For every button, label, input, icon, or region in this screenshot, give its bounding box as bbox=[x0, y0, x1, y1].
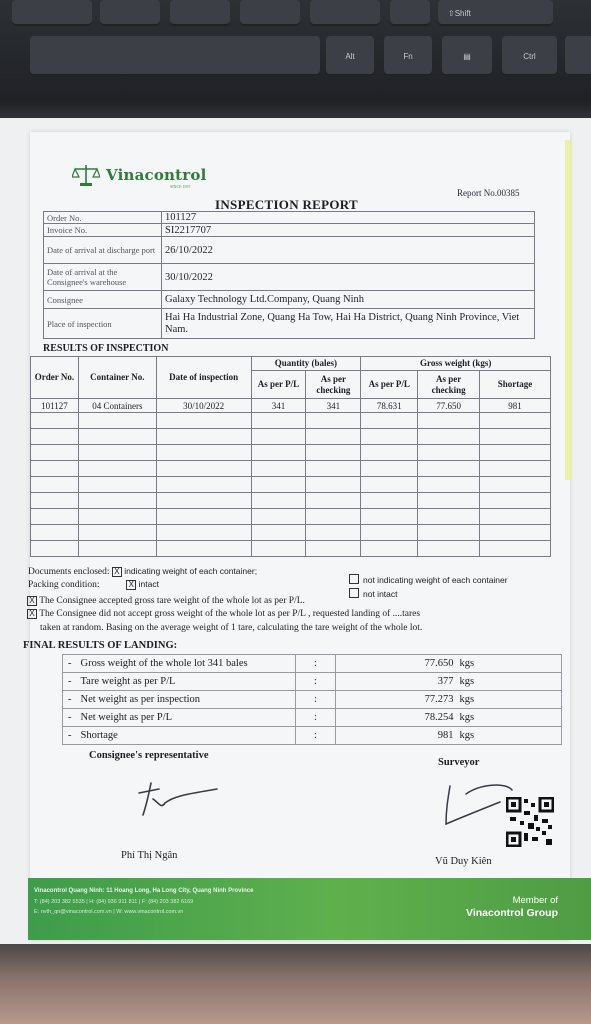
footer-phones: T: (84) 203 382 5535 | H: (84) 936 911 811 | F: (84) 203 382 6169 bbox=[34, 899, 194, 905]
col-gross-group: Gross weight (kgs) bbox=[361, 357, 551, 371]
info-row bbox=[44, 264, 535, 291]
not-accepted-text: The Consignee did not accept gross weight of the whole lot as per P/L , requested landing of ....tares bbox=[39, 609, 421, 620]
cell-q-checking: 341 bbox=[306, 399, 361, 413]
consignee-name: Phí Thị Ngân bbox=[121, 850, 178, 861]
footer-contacts: E: nvth_qn@vinacontrol.com.vn | W: www.vinacontrol.com.vn bbox=[34, 909, 184, 915]
info-value: 26/10/2022 bbox=[162, 237, 535, 264]
brand-tagline: SINCE 1957 bbox=[170, 184, 191, 189]
not-intact-line bbox=[349, 584, 398, 602]
info-value: 101127 bbox=[162, 212, 535, 224]
key bbox=[12, 0, 92, 26]
info-label: Date of arrival at discharge port bbox=[44, 237, 162, 264]
info-label: Place of inspection bbox=[44, 309, 162, 339]
final-unit: kgs bbox=[456, 655, 562, 673]
checkbox-accepted[interactable]: X bbox=[27, 596, 37, 606]
final-row: - Gross weight of the whole lot 341 bales : 77.650 kgs bbox=[63, 655, 562, 673]
results-heading: RESULTS OF INSPECTION bbox=[43, 343, 169, 354]
table-row bbox=[31, 399, 551, 413]
key-menu: ▤ bbox=[442, 36, 492, 76]
final-results-table bbox=[62, 654, 562, 745]
info-row bbox=[44, 212, 535, 224]
indicating-label: indicating weight of each container; bbox=[124, 566, 258, 576]
col-g-checking: As per checking bbox=[418, 371, 480, 399]
checkbox-not-accepted[interactable]: X bbox=[27, 609, 37, 619]
info-value: Galaxy Technology Ltd.Company, Quang Ninh bbox=[162, 291, 535, 309]
company-footer bbox=[28, 878, 591, 940]
consignee-signature bbox=[135, 775, 225, 820]
table-row-empty bbox=[31, 429, 551, 445]
cell-g-checking: 77.650 bbox=[418, 399, 480, 413]
documents-label: Documents enclosed: bbox=[28, 567, 110, 577]
results-table bbox=[30, 356, 551, 557]
surveyor-label: Surveyor bbox=[438, 757, 480, 768]
final-desc: Tare weight as per P/L bbox=[77, 673, 296, 691]
not-accepted-text-cont: taken at random. Basing on the average weight of 1 tare, calculating the tare weight of the whole lot. bbox=[40, 623, 423, 633]
accepted-text: The Consignee accepted gross tare weight of the whole lot as per P/L. bbox=[39, 596, 305, 607]
col-shortage: Shortage bbox=[480, 371, 551, 399]
key bbox=[240, 0, 300, 26]
final-desc: Shortage bbox=[77, 727, 296, 745]
highlight-strip bbox=[565, 140, 572, 480]
col-date: Date of inspection bbox=[156, 357, 251, 399]
table-row-empty bbox=[31, 477, 551, 493]
col-container-no: Container No. bbox=[78, 357, 156, 399]
checkbox-indicating[interactable]: X bbox=[112, 567, 122, 577]
cell-date: 30/10/2022 bbox=[156, 399, 251, 413]
member-group-name: Vinacontrol Group bbox=[466, 907, 558, 919]
cell-order-no: 101127 bbox=[31, 399, 79, 413]
accepted-line bbox=[27, 596, 305, 606]
final-unit: kgs bbox=[456, 673, 562, 691]
info-value: SI2217707 bbox=[162, 224, 535, 237]
info-value: 30/10/2022 bbox=[162, 264, 535, 291]
packing-label: Packing condition: bbox=[28, 580, 100, 590]
table-row-empty bbox=[31, 413, 551, 429]
info-row bbox=[44, 291, 535, 309]
table-row-empty bbox=[31, 445, 551, 461]
consignee-rep-label: Consignee's representative bbox=[89, 750, 209, 761]
surveyor-name: Vũ Duy Kiên bbox=[435, 856, 492, 867]
key-fn: Fn bbox=[384, 36, 432, 76]
final-value: 78.254 bbox=[336, 709, 456, 727]
final-unit: kgs bbox=[456, 727, 562, 745]
info-row bbox=[44, 237, 535, 264]
not-intact-label: not intact bbox=[363, 589, 398, 599]
document-title: INSPECTION REPORT bbox=[215, 197, 358, 212]
info-row bbox=[44, 224, 535, 237]
member-of-label: Member of bbox=[512, 895, 558, 906]
info-value: Hai Ha Industrial Zone, Quang Ha Tow, Hai Ha District, Quang Ninh Province, Viet Nam. bbox=[162, 309, 535, 339]
table-row-empty bbox=[31, 509, 551, 525]
checkbox-not-intact[interactable] bbox=[349, 588, 359, 598]
key-space bbox=[30, 36, 320, 76]
final-row: - Net weight as per inspection : 77.273 kgs bbox=[63, 691, 562, 709]
cell-g-pl: 78.631 bbox=[361, 399, 418, 413]
info-label: Order No. bbox=[44, 212, 162, 224]
final-row: - Shortage : 981 kgs bbox=[63, 727, 562, 745]
col-q-pl: As per P/L bbox=[251, 371, 306, 399]
final-value: 77.650 bbox=[336, 655, 456, 673]
desk-surface bbox=[0, 944, 591, 1024]
key bbox=[310, 0, 380, 26]
cell-q-pl: 341 bbox=[251, 399, 306, 413]
info-label: Date of arrival at the Consignee's warehouse bbox=[44, 264, 162, 291]
table-row-empty bbox=[31, 493, 551, 509]
not-indicating-label: not indicating weight of each container bbox=[363, 575, 508, 585]
key bbox=[170, 0, 230, 26]
info-label: Invoice No. bbox=[44, 224, 162, 237]
final-row: - Net weight as per P/L : 78.254 kgs bbox=[63, 709, 562, 727]
checkbox-intact[interactable]: X bbox=[126, 580, 136, 590]
intact-label: intact bbox=[138, 579, 159, 589]
final-results-heading: FINAL RESULTS OF LANDING: bbox=[23, 640, 178, 651]
info-label: Consignee bbox=[44, 291, 162, 309]
col-order-no: Order No. bbox=[31, 357, 79, 399]
cell-shortage: 981 bbox=[480, 399, 551, 413]
report-number: Report No.00385 bbox=[457, 188, 520, 198]
table-row-empty bbox=[31, 461, 551, 477]
key-alt: Alt bbox=[326, 36, 374, 76]
key-ctrl: Ctrl bbox=[502, 36, 557, 76]
brand-name: Vinacontrol bbox=[106, 166, 207, 184]
qr-code-icon bbox=[506, 797, 554, 847]
col-q-checking: As per checking bbox=[306, 371, 361, 399]
order-info-table bbox=[43, 211, 535, 339]
documents-enclosed-line bbox=[28, 566, 257, 577]
final-value: 981 bbox=[336, 727, 456, 745]
checkbox-not-indicating[interactable] bbox=[349, 574, 359, 584]
col-quantity-group: Quantity (bales) bbox=[251, 357, 361, 371]
col-g-pl: As per P/L bbox=[361, 371, 418, 399]
packing-line bbox=[28, 579, 159, 590]
final-desc: Net weight as per inspection bbox=[77, 691, 296, 709]
final-value: 377 bbox=[336, 673, 456, 691]
member-of-block bbox=[466, 894, 558, 920]
final-unit: kgs bbox=[456, 691, 562, 709]
key bbox=[390, 0, 430, 26]
final-unit: kgs bbox=[456, 709, 562, 727]
final-value: 77.273 bbox=[336, 691, 456, 709]
cell-container-no: 04 Containers bbox=[78, 399, 156, 413]
footer-address: Vinacontrol Quang Ninh: 11 Hoang Long, Ha Long City, Quang Ninh Province bbox=[34, 888, 254, 894]
not-accepted-line bbox=[27, 609, 420, 619]
table-row-empty bbox=[31, 525, 551, 541]
final-desc: Net weight as per P/L bbox=[77, 709, 296, 727]
final-desc: Gross weight of the whole lot 341 bales bbox=[77, 655, 296, 673]
scales-logo-icon bbox=[72, 162, 100, 188]
key-shift: ⇧Shift bbox=[438, 0, 553, 26]
key bbox=[100, 0, 160, 26]
final-row: - Tare weight as per P/L : 377 kgs bbox=[63, 673, 562, 691]
key bbox=[565, 36, 591, 76]
info-row bbox=[44, 309, 535, 339]
table-row-empty bbox=[31, 541, 551, 557]
